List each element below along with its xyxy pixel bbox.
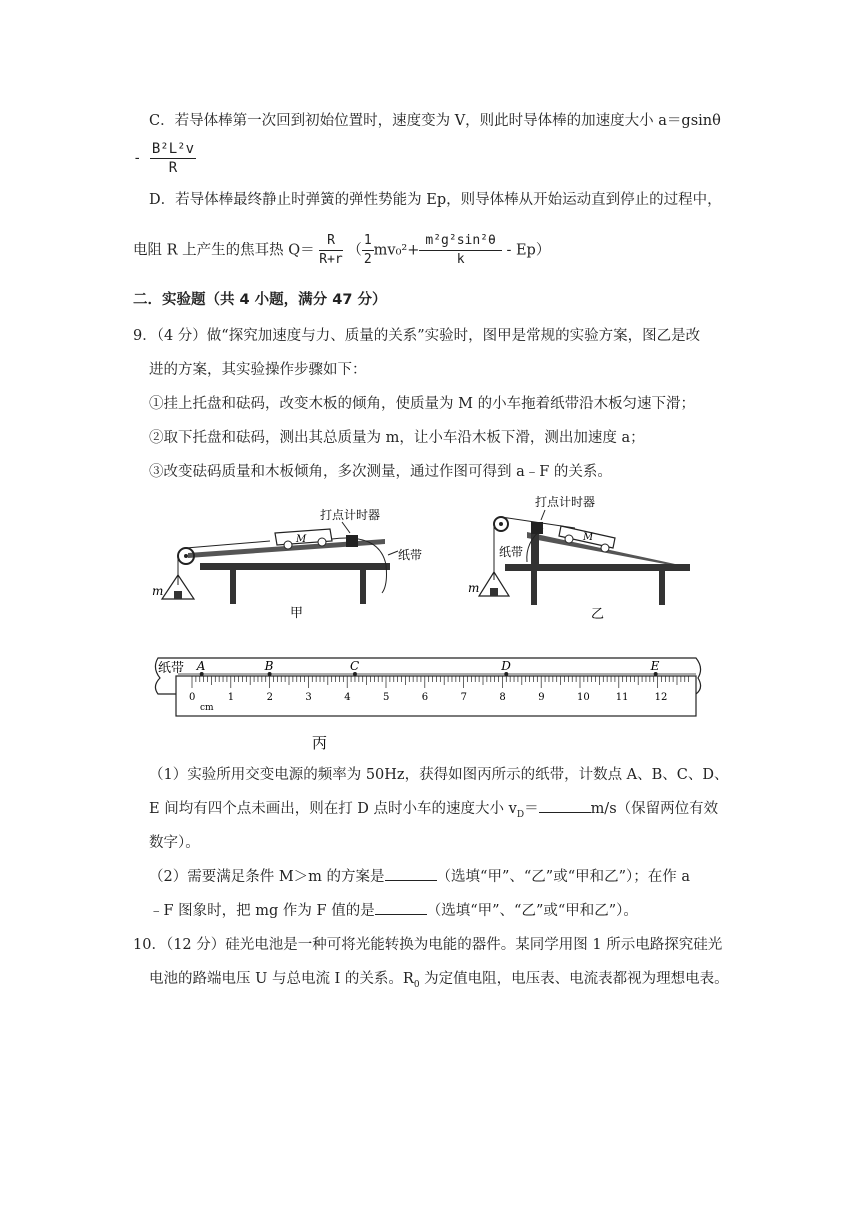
yi-timer [531,522,543,534]
ruler-tick-label: 1 [227,692,235,703]
option-c-frac-den: R [168,160,178,176]
ruler-tick-label: 5 [383,692,390,703]
yi-caption: 乙 [591,607,605,622]
q9-p1-text-a: E 间均有四个点未画出，则在打 D 点时小车的速度大小 v [149,801,517,817]
yi-mass-label: m [468,581,480,595]
option-c-minus: - [133,150,142,167]
yi-weight [490,588,498,596]
ruler-tick-label: 8 [499,692,506,703]
q9-p2-text-a: （2）需要满足条件 M＞m 的方案是 [149,869,385,885]
q10-sub: 0 [413,979,420,990]
option-d-line2 [133,232,550,269]
option-c-formula [133,140,196,177]
q9-step2: ②取下托盘和砝码，测出其总质量为 m，让小车沿木板下滑，测出加速度 a； [149,430,645,446]
option-c-line1: C．若导体棒第一次回到初始位置时，速度变为 V，则此时导体棒的加速度大小 a＝gsinθ [149,113,721,129]
q9-p1-sub: D [516,809,525,820]
option-d-frac3-den: k [456,252,465,267]
option-c-fraction [150,140,196,177]
yi-cart-label: M [583,532,594,543]
ruler-tick-label: 3 [305,692,312,703]
ruler-tick-label: 10 [577,692,590,703]
option-d-frac1-den: R+r [319,252,343,267]
figure-yi [465,492,695,627]
ruler-tick-label: 2 [266,692,273,703]
section-heading: 二．实验题（共 4 小题，满分 47 分） [133,292,387,308]
option-d-frac3-num: m²g²sin²θ [419,232,501,251]
q10-text-a: 电池的路端电压 U 与总电流 I 的关系。R [149,971,414,987]
jia-cart-label: M [296,534,307,545]
option-d-mv: mv₀²+ [373,242,420,259]
option-d-prefix: 电阻 R 上产生的焦耳热 Q＝ [133,242,315,259]
yi-leg-left [531,571,537,605]
tape-point-label: E [650,659,660,673]
jia-timer [346,535,358,547]
ruler-tick-label: 7 [460,692,467,703]
q9-line1: 9．（4 分）做“探究加速度与力、质量的关系”实验时，图甲是常规的实验方案，图乙是改 [133,328,701,344]
q9-p1-line3: 数字）。 [149,835,200,851]
bing-caption: 丙 [312,734,328,752]
q9-p1-line2 [149,798,718,826]
q9-p2-line2 [149,900,638,922]
yi-timer-label: 打点计时器 [535,495,596,509]
tape-point-label: B [264,659,274,673]
bing-tape-label: 纸带 [158,661,185,676]
jia-leg-left [230,570,236,604]
yi-tape-label: 纸带 [499,545,524,559]
q10-line2 [149,968,729,996]
q10-line1: 10．（12 分）硅光电池是一种可将光能转换为电能的器件。某同学用图 1 所示电路探究硅光 [133,937,723,953]
tape-point-label: A [196,659,206,673]
option-d-paren: （ [347,242,362,259]
option-d-frac1 [319,232,342,269]
jia-caption: 甲 [290,606,304,621]
jia-timer-label: 打点计时器 [320,508,381,522]
option-d-line1: D．若导体棒最终静止时弹簧的弹性势能为 Ep，则导体棒从开始运动直到停止的过程中， [149,192,722,208]
q9-p2-text-c: ﹣F 图象时，把 mg 作为 F 值的是 [149,903,375,919]
answer-blank-scheme[interactable] [385,866,437,881]
option-d-frac2-num: 1 [362,232,374,251]
jia-weight [174,591,182,599]
q9-p1-text-b: ＝ [524,801,539,817]
yi-leg-right [659,571,665,605]
yi-tabletop [505,564,690,571]
figure-bing [148,650,708,760]
q9-step3: ③改变砝码质量和木板倾角，多次测量，通过作图可得到 a﹣F 的关系。 [149,464,612,480]
tape-point-label: C [349,659,360,673]
ruler-tick-label: 11 [615,692,629,703]
ruler-tick-label: 9 [538,692,545,703]
q9-line2: 进的方案，其实验操作步骤如下： [149,362,367,378]
ruler-tick-label: 4 [344,692,351,703]
jia-tabletop [200,563,390,570]
q9-p1-line1: （1）实验所用交变电源的频率为 50Hz，获得如图丙所示的纸带，计数点 A、B、C、D、 [149,767,729,783]
ruler-tick-label: 12 [654,692,668,703]
option-d-tail: - Ep） [506,242,551,259]
q9-p2-text-d: （选填“甲”、“乙”或“甲和乙”）。 [426,903,638,919]
yi-support [531,534,539,564]
bing-unit: cm [200,703,214,713]
answer-blank-mg[interactable] [375,900,427,915]
jia-mass-label: m [152,584,164,598]
ruler-tick-label: 0 [189,692,196,703]
q9-p1-text-c: m/s（保留两位有效 [590,801,719,817]
q9-p2-text-b: （选填“甲”、“乙”或“甲和乙”）；在作 a [436,869,691,885]
option-d-frac3 [419,232,501,269]
option-d-frac1-num: R [319,232,342,251]
jia-leg-right [360,570,366,604]
q9-p2-line1 [149,866,690,888]
jia-tape-label: 纸带 [398,548,423,562]
answer-blank-vd[interactable] [539,798,591,813]
q10-text-b: 为定值电阻，电压表、电流表都视为理想电表。 [419,971,729,987]
option-c-frac-num: B²L²v [151,141,195,157]
q9-step1: ①挂上托盘和砝码，改变木板的倾角，使质量为 M 的小车拖着纸带沿木板匀速下滑； [149,396,696,412]
option-d-frac2-den: 2 [363,252,372,267]
option-d-frac2 [362,232,374,269]
figure-jia [150,495,423,625]
ruler-tick-label: 6 [421,692,429,703]
tape-point-label: D [501,659,511,673]
